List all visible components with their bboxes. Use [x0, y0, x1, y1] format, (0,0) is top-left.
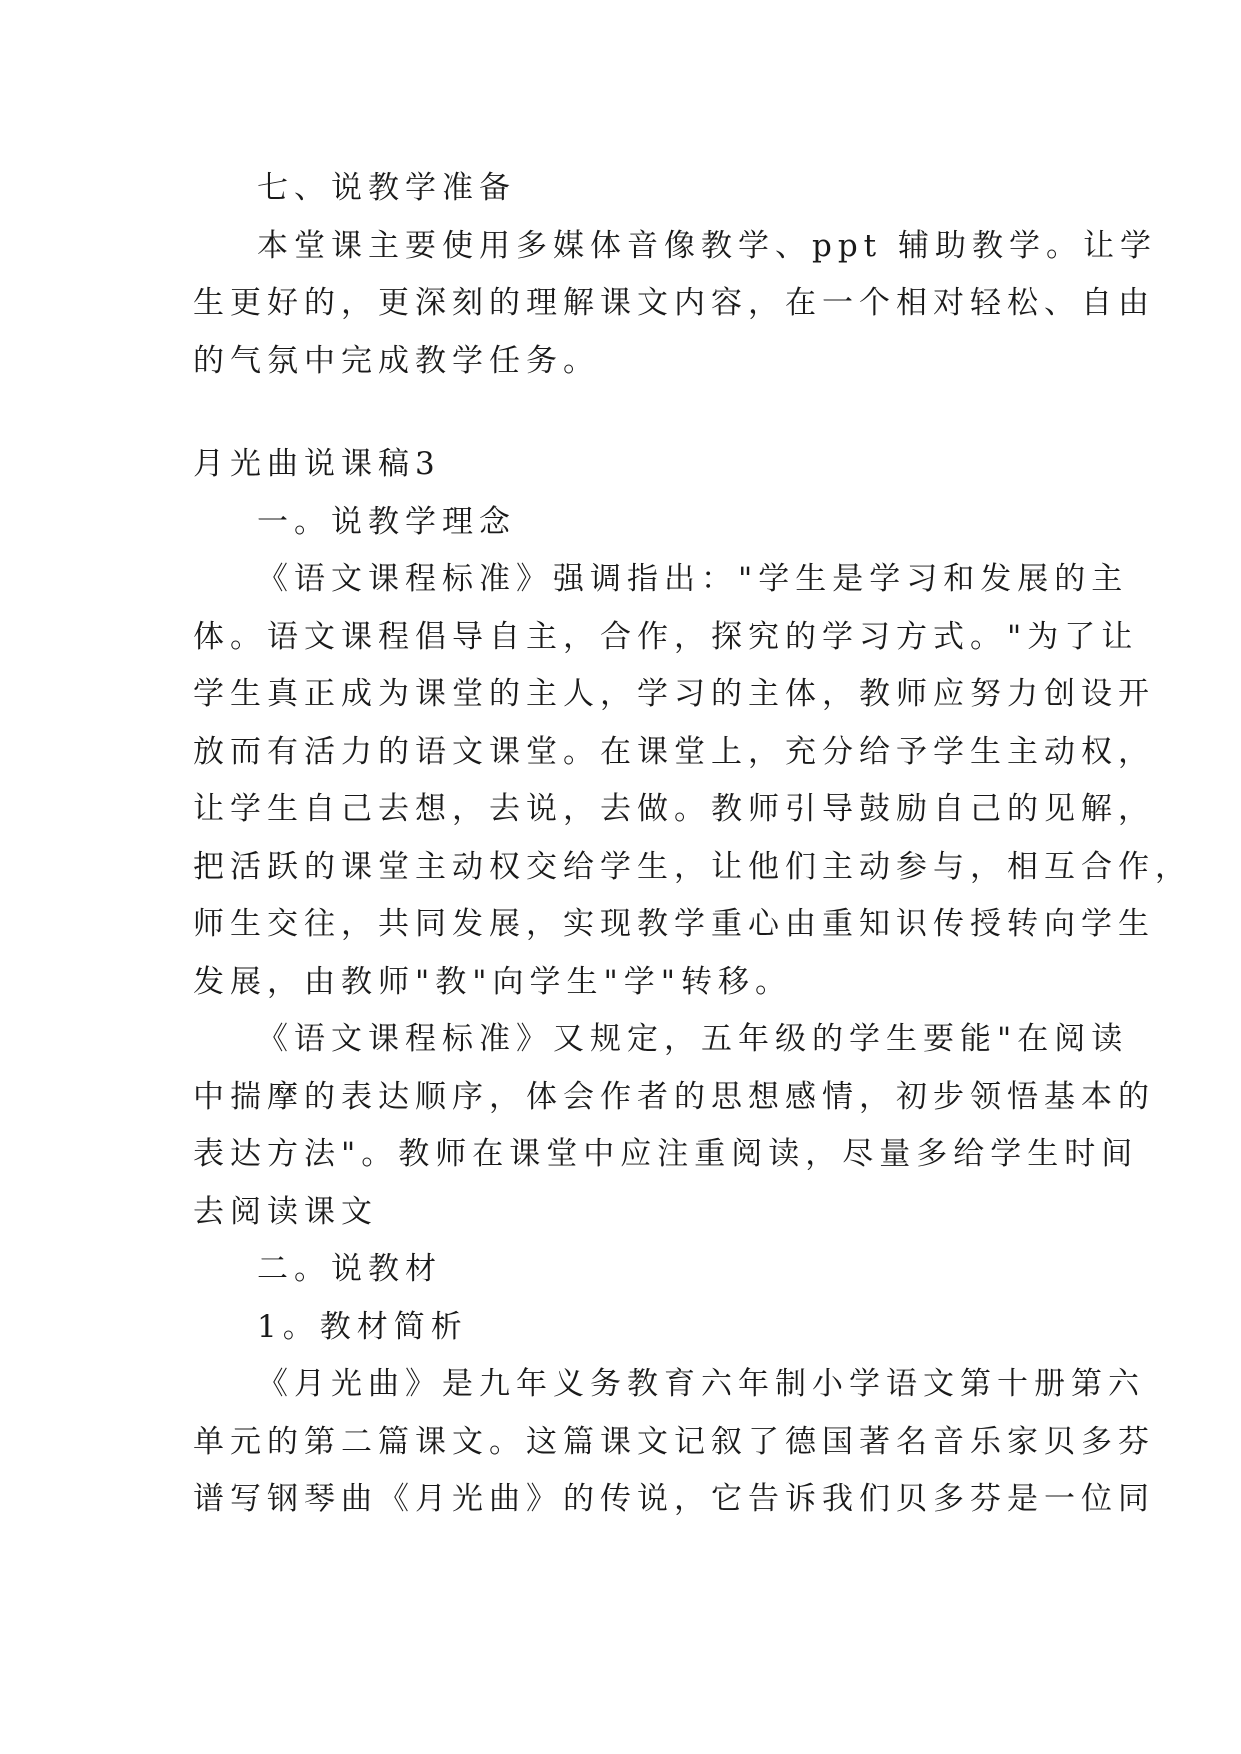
paragraph-line: 《月光曲》是九年义务教育六年制小学语文第十册第六	[257, 1366, 1145, 1402]
paragraph-line: 学生真正成为课堂的主人，学习的主体，教师应努力创设开	[193, 676, 1155, 712]
paragraph-line: 中揣摩的表达顺序，体会作者的思想感情，初步领悟基本的	[193, 1078, 1155, 1115]
paragraph-line: 《语文课程标准》又规定，五年级的学生要能"在阅读	[257, 1021, 1129, 1057]
section-heading: 二。说教材	[257, 1251, 442, 1287]
section-heading: 一。说教学理念	[257, 503, 516, 540]
paragraph-line: 表达方法"。教师在课堂中应注重阅读，尽量多给学生时间	[193, 1136, 1139, 1172]
section-heading: 七、说教学准备	[257, 170, 516, 206]
paragraph-line: 让学生自己去想，去说，去做。教师引导鼓励自己的见解，	[193, 791, 1155, 827]
paragraph-line: 体。语文课程倡导自主，合作，探究的学习方式。"为了让	[193, 618, 1139, 655]
paragraph-line: 师生交往，共同发展，实现教学重心由重知识传授转向学生	[193, 906, 1155, 942]
paragraph-line: 本堂课主要使用多媒体音像教学、ppt 辅助教学。让学	[257, 227, 1157, 264]
paragraph-line: 单元的第二篇课文。这篇课文记叙了德国著名音乐家贝多芬	[193, 1423, 1155, 1460]
paragraph-line: 的气氛中完成教学任务。	[193, 342, 600, 379]
document-page	[193, 160, 1192, 1529]
paragraph-line: 《语文课程标准》强调指出："学生是学习和发展的主	[257, 561, 1129, 597]
paragraph-line: 把活跃的课堂主动权交给学生，让他们主动参与，相互合作，	[193, 848, 1192, 885]
paragraph-line: 发展，由教师"教"向学生"学"转移。	[193, 963, 793, 1000]
subsection-heading: 1。教材简析	[257, 1308, 468, 1345]
paragraph-line: 去阅读课文	[193, 1193, 378, 1230]
paragraph-line: 放而有活力的语文课堂。在课堂上，充分给予学生主动权，	[193, 733, 1155, 770]
paragraph-line: 谱写钢琴曲《月光曲》的传说，它告诉我们贝多芬是一位同	[193, 1481, 1155, 1517]
document-title: 月光曲说课稿3	[193, 446, 441, 482]
paragraph-line: 生更好的，更深刻的理解课文内容，在一个相对轻松、自由	[193, 285, 1155, 321]
